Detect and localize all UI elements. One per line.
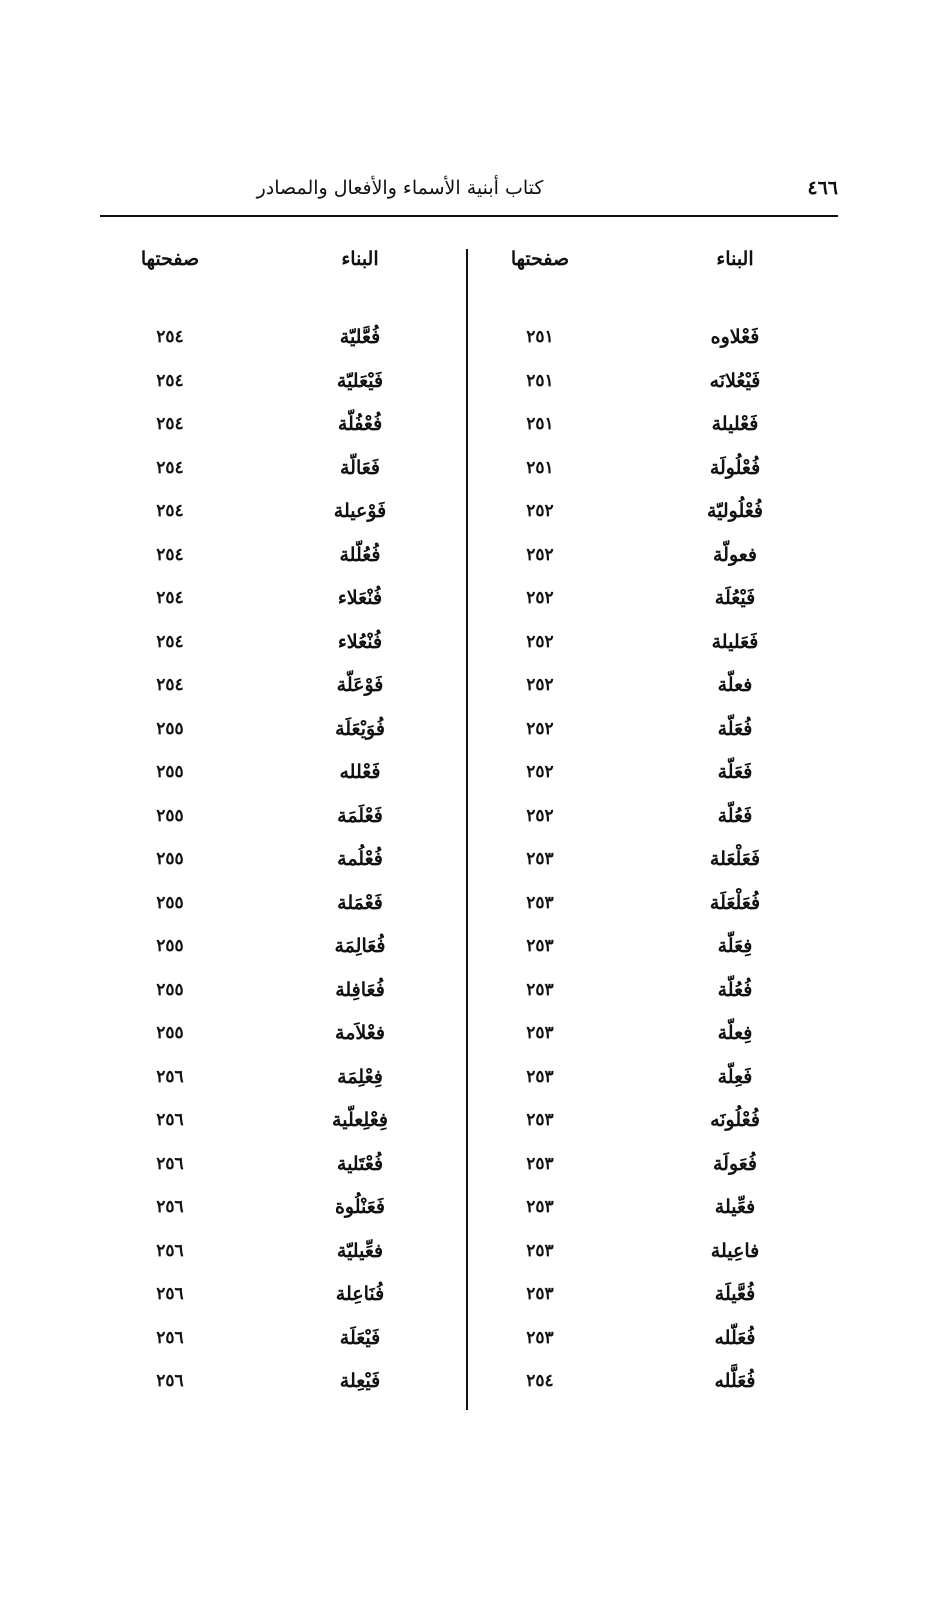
page-cell: ٢٥٤ — [156, 675, 184, 695]
form-cell: فُعَالِمَة — [334, 935, 386, 957]
form-cell: فَيْعُلانَه — [709, 369, 761, 392]
form-cell: فَوْعيلة — [333, 500, 387, 522]
page-cell: ٢٥٤ — [156, 327, 184, 347]
form-cell: فَعَليلة — [711, 630, 759, 653]
page-cell: ٢٥٦ — [156, 1110, 184, 1130]
book-title: كتاب أبنية الأسماء والأفعال والمصادر — [256, 177, 544, 199]
form-cell: فَيْعُلَة — [714, 587, 756, 609]
page-cell: ٢٥٦ — [156, 1327, 184, 1348]
header-rule — [100, 215, 838, 217]
form-cell: فَعَلْعَلة — [709, 848, 761, 870]
table-row — [120, 496, 440, 540]
page-cell: ٢٥٣ — [526, 1023, 554, 1043]
table-row — [490, 409, 810, 453]
page-cell: ٢٥١ — [526, 327, 554, 347]
table-row — [490, 322, 810, 366]
page-cell: ٢٥٤ — [156, 631, 184, 652]
table-row — [120, 1323, 440, 1367]
right-page-header: صفحتها — [510, 248, 570, 270]
table-row — [120, 1236, 440, 1280]
page-cell: ٢٥٤ — [156, 457, 184, 478]
form-cell: فَعْليلة — [711, 413, 759, 435]
table-row — [120, 1192, 440, 1236]
form-cell: فُعُلّلة — [339, 543, 381, 566]
page-cell: ٢٥٢ — [526, 631, 554, 652]
table-row — [490, 1062, 810, 1106]
page-cell: ٢٥٥ — [156, 936, 184, 956]
page-header — [100, 170, 838, 206]
table-row — [490, 540, 810, 584]
page-cell: ٢٥٦ — [156, 1153, 184, 1174]
page-cell: ٢٥٢ — [526, 501, 554, 521]
table-row — [120, 888, 440, 932]
page-cell: ٢٥٢ — [526, 544, 554, 565]
left-form-header: البناء — [341, 248, 379, 270]
form-cell: فعلّة — [717, 674, 753, 696]
table-row — [490, 931, 810, 975]
page-cell: ٢٥١ — [526, 370, 554, 391]
right-form-header: البناء — [716, 248, 754, 270]
page-cell: ٢٥٣ — [526, 979, 554, 1000]
table-row — [490, 1279, 810, 1323]
table-row — [490, 1105, 810, 1149]
page-cell: ٢٥٢ — [526, 762, 554, 782]
form-cell: فَوْعَلّة — [336, 674, 384, 696]
table-row — [120, 931, 440, 975]
table-row — [120, 583, 440, 627]
left-table — [120, 322, 440, 1410]
table-row — [490, 844, 810, 888]
form-cell: فعْلاَمة — [335, 1022, 385, 1044]
form-cell: فَيْعِلة — [339, 1370, 381, 1392]
form-cell: فُعَّيلَة — [714, 1283, 756, 1305]
table-row — [120, 453, 440, 497]
table-row — [120, 540, 440, 584]
table-row — [490, 453, 810, 497]
table-row — [120, 844, 440, 888]
page-number: ٤٦٦ — [807, 177, 838, 199]
table-row — [490, 1323, 810, 1367]
form-cell: فُعُلّة — [717, 978, 753, 1001]
form-cell: فَعْلله — [339, 761, 381, 783]
table-row — [120, 366, 440, 410]
form-cell: فَعْلاوه — [710, 326, 760, 348]
page-cell: ٢٥٣ — [526, 1327, 554, 1348]
table-row — [490, 1366, 810, 1410]
page-cell: ٢٥٤ — [526, 1371, 554, 1391]
page-cell: ٢٥٥ — [156, 762, 184, 782]
table-row — [120, 1105, 440, 1149]
form-cell: فِعْلِعلّية — [332, 1109, 388, 1131]
table-row — [120, 670, 440, 714]
form-cell: فُعَافِلة — [335, 978, 385, 1001]
table-row — [120, 322, 440, 366]
form-cell: فُوَيْعَلَة — [335, 717, 385, 740]
table-row — [120, 1018, 440, 1062]
form-cell: فُعْلُوليّة — [706, 500, 764, 522]
page-cell: ٢٥١ — [526, 414, 554, 434]
table-row — [120, 627, 440, 671]
page-cell: ٢٥٣ — [526, 1197, 554, 1217]
left-page-header: صفحتها — [140, 248, 200, 270]
page-cell: ٢٥٣ — [526, 1284, 554, 1304]
table-row — [120, 975, 440, 1019]
table-row — [490, 1236, 810, 1280]
form-cell: فُنَاعِلة — [335, 1283, 385, 1305]
form-cell: فُعَلّة — [717, 717, 753, 740]
page-cell: ٢٥٤ — [156, 370, 184, 391]
form-cell: فَعَالّة — [339, 456, 380, 479]
page-cell: ٢٥٦ — [156, 1240, 184, 1261]
form-cell: فَعَلّة — [717, 761, 753, 783]
page-cell: ٢٥١ — [526, 457, 554, 478]
form-cell: فُعَلْعَلَة — [709, 891, 761, 914]
form-cell: فُعْتَلية — [336, 1152, 384, 1175]
page-cell: ٢٥٢ — [526, 588, 554, 608]
form-cell: فُنْعُلاء — [337, 630, 383, 653]
page-cell: ٢٥٥ — [156, 718, 184, 739]
table-row — [490, 888, 810, 932]
form-cell: فعِّيليّة — [336, 1239, 384, 1262]
table-row — [490, 1149, 810, 1193]
page-cell: ٢٥٣ — [526, 1110, 554, 1130]
form-cell: فُنْعَلاء — [337, 587, 383, 609]
table-row — [120, 1366, 440, 1410]
page-cell: ٢٥٣ — [526, 892, 554, 913]
column-divider — [466, 249, 468, 1410]
table-row — [120, 1149, 440, 1193]
page-cell: ٢٥٢ — [526, 675, 554, 695]
table-row — [120, 1062, 440, 1106]
table-row — [490, 1018, 810, 1062]
page-cell: ٢٥٣ — [526, 1153, 554, 1174]
page-cell: ٢٥٤ — [156, 501, 184, 521]
table-row — [490, 1192, 810, 1236]
form-cell: فَعْلَمَة — [337, 804, 383, 827]
page-cell: ٢٥٥ — [156, 892, 184, 913]
page-cell: ٢٥٢ — [526, 805, 554, 826]
form-cell: فُعَّليّة — [339, 326, 381, 348]
page-cell: ٢٥٥ — [156, 1023, 184, 1043]
table-row — [120, 757, 440, 801]
form-cell: فَعْمَلة — [337, 891, 383, 914]
table-row — [490, 583, 810, 627]
page-cell: ٢٥٥ — [156, 979, 184, 1000]
form-cell: فُعْفُلّة — [337, 413, 383, 435]
form-cell: فُعَلَّله — [714, 1370, 756, 1392]
table-row — [490, 757, 810, 801]
form-cell: فُعَلّله — [714, 1326, 756, 1349]
page-cell: ٢٥٥ — [156, 849, 184, 869]
table-row — [490, 801, 810, 845]
form-cell: فُعْلُونَه — [710, 1109, 760, 1131]
table-row — [120, 1279, 440, 1323]
table-row — [490, 496, 810, 540]
right-table — [490, 322, 810, 1410]
page-cell: ٢٥٦ — [156, 1371, 184, 1391]
page-cell: ٢٥٦ — [156, 1284, 184, 1304]
table-row — [490, 975, 810, 1019]
page-cell: ٢٥٦ — [156, 1197, 184, 1217]
form-cell: فَيْعَليّة — [336, 369, 384, 392]
form-cell: فَعِلّة — [717, 1065, 753, 1088]
form-cell: فِعلّة — [717, 1022, 753, 1044]
page-cell: ٢٥٢ — [526, 718, 554, 739]
form-cell: فَيْعَلَة — [339, 1326, 381, 1349]
table-row — [120, 714, 440, 758]
table-row — [120, 409, 440, 453]
table-row — [490, 366, 810, 410]
page-cell: ٢٥٥ — [156, 805, 184, 826]
page-cell: ٢٥٣ — [526, 849, 554, 869]
table-row — [490, 627, 810, 671]
form-cell: فِعْلِمَة — [337, 1065, 383, 1088]
page-cell: ٢٥٦ — [156, 1066, 184, 1087]
form-cell: فُعْلُولَة — [709, 456, 761, 479]
table-row — [120, 801, 440, 845]
table-row — [490, 714, 810, 758]
form-cell: فعِّيلة — [714, 1196, 756, 1218]
form-cell: فعولّة — [712, 543, 758, 566]
form-cell: فاعِيلة — [710, 1239, 760, 1262]
page-cell: ٢٥٣ — [526, 936, 554, 956]
page-cell: ٢٥٣ — [526, 1240, 554, 1261]
page-cell: ٢٥٤ — [156, 414, 184, 434]
form-cell: فَعُلّة — [717, 804, 753, 827]
page-cell: ٢٥٤ — [156, 544, 184, 565]
page-cell: ٢٥٤ — [156, 588, 184, 608]
form-cell: فَعَنْلُوة — [334, 1196, 386, 1218]
table-row — [490, 670, 810, 714]
form-cell: فُعَولَة — [712, 1152, 758, 1175]
form-cell: فِعَلّة — [717, 935, 753, 957]
form-cell: فُعْلُمة — [337, 848, 383, 870]
page-cell: ٢٥٣ — [526, 1066, 554, 1087]
